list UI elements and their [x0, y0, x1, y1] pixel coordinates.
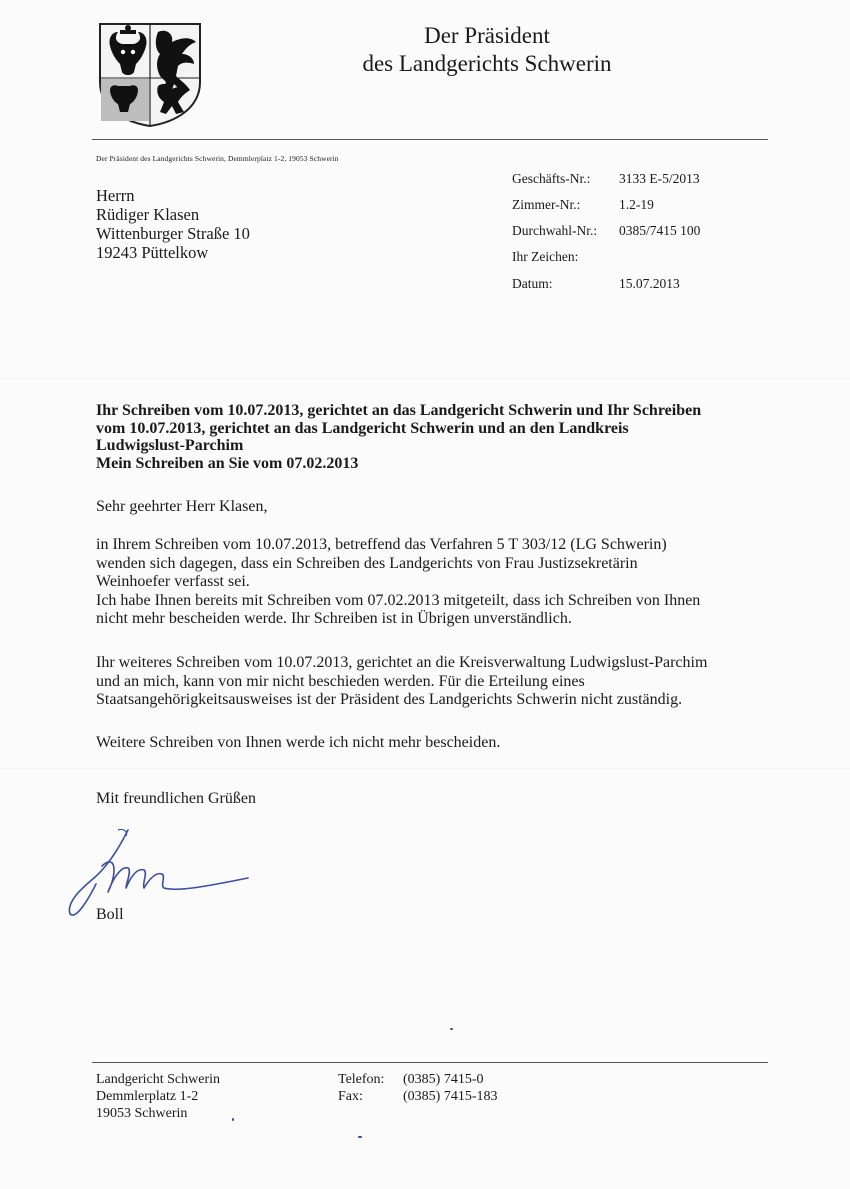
footer-street: Demmlerplatz 1-2	[96, 1089, 199, 1104]
letterhead-line-1: Der Präsident	[424, 23, 550, 48]
paragraph-line: Ich habe Ihnen bereits mit Schreiben vom 07.02.2013 mitgeteilt, dass ich Schreiben von Ihnen	[96, 591, 701, 609]
greeting: Sehr geehrter Herr Klasen,	[96, 498, 268, 515]
subject-line	[96, 402, 776, 472]
reference-label: Datum:	[512, 276, 553, 291]
paragraph-line: wenden sich dagegen, dass ein Schreiben des Landgerichts von Frau Justizsekretärin	[96, 554, 638, 572]
footer-divider	[92, 1062, 768, 1063]
reference-value: 3133 E-5/2013	[619, 171, 700, 186]
reference-value: 1.2-19	[619, 197, 654, 212]
paragraph-line: Ihr weiteres Schreiben vom 10.07.2013, gerichtet an die Kreisverwaltung Ludwigslust-Parchim	[96, 654, 708, 671]
paper-fold	[0, 768, 850, 770]
letterhead-title	[330, 22, 644, 78]
subject-text: Ludwigslust-Parchim	[96, 437, 244, 454]
phone-value: (0385) 7415-0	[403, 1072, 484, 1087]
paper-fold	[0, 378, 850, 380]
footer-org: Landgericht Schwerin	[96, 1072, 221, 1087]
paragraph-line: Staatsangehörigkeitsausweises ist der Präsident des Landgerichts Schwerin nicht zuständig.	[96, 691, 683, 708]
reference-value: 15.07.2013	[619, 276, 680, 291]
ink-speck	[358, 1136, 362, 1138]
subject-text: Mein Schreiben an Sie vom 07.02.2013	[96, 454, 359, 472]
letterhead-line-2: des Landgerichts Schwerin	[362, 51, 612, 76]
reference-label: Durchwahl-Nr.:	[512, 223, 598, 238]
paragraph-line: und an mich, kann von mir nicht beschieden werden. Für die Erteilung eines	[96, 672, 585, 690]
reference-label: Zimmer-Nr.:	[512, 197, 581, 212]
paragraph: Weitere Schreiben von Ihnen werde ich nicht mehr bescheiden.	[96, 734, 501, 751]
coat-of-arms-icon	[96, 20, 204, 128]
reference-value: 0385/7415 100	[619, 223, 701, 238]
reference-label: Ihr Zeichen:	[512, 249, 579, 264]
subject-text: Ihr Schreiben vom 10.07.2013, gerichtet an das Landgericht Schwerin und Ihr Schreiben	[96, 402, 702, 419]
header-divider	[92, 139, 768, 140]
return-address: Der Präsident des Landgerichts Schwerin, Demmlerplatz 1-2, 19053 Schwerin	[96, 154, 339, 163]
paragraph-line: nicht mehr bescheiden werde. Ihr Schreiben ist in Übrigen unverständlich.	[96, 610, 572, 627]
ink-speck	[232, 1118, 234, 1121]
recipient-salutation: Herrn	[96, 186, 135, 205]
recipient-name: Rüdiger Klasen	[96, 205, 200, 224]
signer-name: Boll	[96, 906, 124, 923]
phone-label: Telefon:	[338, 1072, 385, 1087]
footer-address	[96, 1071, 220, 1122]
subject-text: vom 10.07.2013, gerichtet an das Landgericht Schwerin und an den Landkreis	[96, 419, 629, 437]
closing: Mit freundlichen Grüßen	[96, 790, 256, 807]
ink-speck	[450, 1028, 453, 1030]
recipient-city: 19243 Püttelkow	[96, 243, 209, 262]
paragraph	[96, 536, 786, 629]
recipient-address	[96, 186, 250, 262]
signature-icon	[58, 826, 268, 921]
paragraph-line: in Ihrem Schreiben vom 10.07.2013, betreffend das Verfahren 5 T 303/12 (LG Schwerin)	[96, 536, 667, 553]
fax-label: Fax:	[338, 1089, 363, 1104]
paragraph	[96, 654, 786, 710]
paragraph-line: Weinhoefer verfasst sei.	[96, 573, 250, 590]
fax-value: (0385) 7415-183	[403, 1089, 498, 1104]
reference-label: Geschäfts-Nr.:	[512, 171, 591, 186]
footer-city: 19053 Schwerin	[96, 1106, 188, 1121]
recipient-street: Wittenburger Straße 10	[96, 224, 250, 243]
